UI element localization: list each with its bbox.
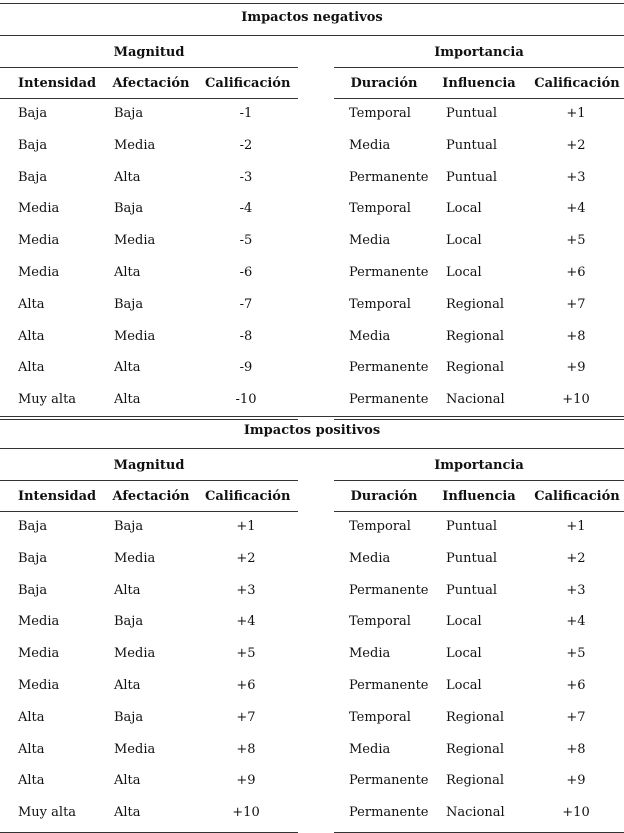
negativos-row-4-duracion: Temporal (349, 201, 411, 217)
negativos-row-8-calificacion-importancia: +8 (566, 328, 586, 344)
negativos-row-4-calificacion-magnitud: -4 (239, 201, 253, 217)
negativos-row-3-calificacion-magnitud: -3 (239, 169, 253, 185)
positivos-row-9-intensidad: Alta (18, 773, 45, 789)
positivos-row-7-intensidad: Alta (18, 709, 45, 725)
positivos-row-6-duracion: Permanente (349, 678, 429, 693)
positivos-row-7-duracion: Temporal (349, 709, 411, 725)
negativos-row-5-calificacion-importancia: +5 (566, 233, 586, 249)
negativos-row-8-afectacion: Media (114, 328, 156, 344)
positivos-row-3-duracion: Permanente (349, 582, 429, 598)
positivos-row-3-calificacion-magnitud: +3 (236, 582, 256, 598)
positivos-row-4-calificacion-magnitud: +4 (236, 614, 256, 630)
negativos-row-8-duracion: Media (349, 328, 391, 344)
positivos-row-9-calificacion-magnitud: +9 (236, 773, 256, 789)
positivos-col-header-calificacion-magnitud: Calificación (205, 489, 291, 504)
negativos-row-2-intensidad: Baja (18, 137, 48, 153)
positivos-row-10-intensidad: Muy alta (18, 805, 77, 821)
negativos-row-2-influencia: Puntual (446, 137, 497, 153)
negativos-row-7-calificacion-magnitud: -7 (239, 296, 253, 312)
positivos-title: Impactos positivos (243, 423, 381, 438)
positivos-row-8-duracion: Media (349, 741, 391, 757)
positivos-col-header-intensidad: Intensidad (18, 489, 97, 504)
negativos-col-header-duracion: Duración (350, 76, 418, 91)
negativos-row-3-influencia: Puntual (446, 169, 497, 185)
positivos-row-9-duracion: Permanente (349, 773, 429, 789)
positivos-row-5-intensidad: Media (18, 646, 60, 662)
positivos-importancia-rule (334, 480, 624, 481)
positivos-importancia-header: Importancia (434, 458, 524, 473)
negativos-row-4-intensidad: Media (18, 201, 60, 217)
positivos-col-header-influencia: Influencia (442, 489, 516, 504)
positivos-row-7-calificacion-magnitud: +7 (236, 709, 256, 725)
positivos-row-1-influencia: Puntual (446, 519, 497, 534)
positivos-row-1-calificacion-magnitud: +1 (236, 519, 256, 534)
positivos-row-7-influencia: Regional (446, 709, 505, 725)
negativos-row-8-influencia: Regional (446, 328, 505, 344)
positivos-row-4-afectacion: Baja (114, 614, 144, 630)
negativos-row-9-intensidad: Alta (18, 360, 45, 376)
negativos-row-1-afectacion: Baja (114, 106, 144, 121)
positivos-row-4-calificacion-importancia: +4 (566, 614, 586, 630)
positivos-row-5-afectacion: Media (114, 646, 156, 662)
negativos-header-rule-right (334, 98, 624, 99)
positivos-row-8-influencia: Regional (446, 741, 505, 757)
positivos-row-10-calificacion-importancia: +10 (562, 805, 590, 821)
negativos-bottom-rule-left (0, 419, 298, 420)
negativos-row-5-calificacion-magnitud: -5 (239, 233, 253, 249)
positivos-row-1-calificacion-importancia: +1 (566, 519, 586, 534)
negativos-row-4-influencia: Local (446, 201, 482, 217)
negativos-row-7-afectacion: Baja (114, 296, 144, 312)
positivos-row-6-influencia: Local (446, 678, 482, 693)
positivos-row-5-influencia: Local (446, 646, 482, 662)
negativos-row-2-calificacion-magnitud: -2 (239, 137, 253, 153)
positivos-row-6-calificacion-importancia: +6 (566, 678, 586, 693)
positivos-row-6-afectacion: Alta (114, 678, 141, 693)
negativos-row-7-duracion: Temporal (349, 296, 411, 312)
negativos-row-9-calificacion-magnitud: -9 (239, 360, 253, 376)
negativos-row-1-calificacion-importancia: +1 (566, 106, 586, 121)
positivos-row-9-calificacion-importancia: +9 (566, 773, 586, 789)
positivos-row-2-duracion: Media (349, 550, 391, 566)
negativos-row-5-duracion: Media (349, 233, 391, 249)
negativos-row-7-intensidad: Alta (18, 296, 45, 312)
negativos-row-6-influencia: Local (446, 265, 482, 280)
negativos-magnitud-rule (0, 67, 298, 68)
negativos-top-rule (0, 3, 624, 4)
negativos-importancia-rule (334, 67, 624, 68)
positivos-row-3-afectacion: Alta (114, 582, 141, 598)
positivos-row-7-calificacion-importancia: +7 (566, 709, 586, 725)
positivos-row-10-calificacion-magnitud: +10 (232, 805, 260, 821)
negativos-row-10-influencia: Nacional (446, 392, 505, 408)
negativos-row-6-calificacion-importancia: +6 (566, 265, 586, 280)
positivos-row-5-calificacion-magnitud: +5 (236, 646, 256, 662)
negativos-row-7-influencia: Regional (446, 296, 505, 312)
negativos-row-1-duracion: Temporal (349, 106, 411, 121)
positivos-row-8-afectacion: Media (114, 741, 156, 757)
negativos-row-10-duracion: Permanente (349, 392, 429, 408)
positivos-row-3-calificacion-importancia: +3 (566, 582, 586, 598)
negativos-row-2-afectacion: Media (114, 137, 156, 153)
positivos-col-header-afectacion: Afectación (112, 489, 190, 504)
negativos-row-1-calificacion-magnitud: -1 (239, 106, 253, 121)
negativos-col-header-influencia: Influencia (442, 76, 516, 91)
positivos-row-9-afectacion: Alta (114, 773, 141, 789)
negativos-row-2-duracion: Media (349, 137, 391, 153)
negativos-title-rule (0, 35, 624, 36)
negativos-row-1-influencia: Puntual (446, 106, 497, 121)
positivos-row-2-intensidad: Baja (18, 550, 48, 566)
negativos-row-3-duracion: Permanente (349, 169, 429, 185)
negativos-col-header-afectacion: Afectación (112, 76, 190, 91)
positivos-row-4-influencia: Local (446, 614, 482, 630)
negativos-magnitud-header: Magnitud (113, 45, 185, 60)
negativos-row-7-calificacion-importancia: +7 (566, 296, 586, 312)
positivos-row-2-calificacion-magnitud: +2 (236, 550, 256, 566)
negativos-col-header-calificacion-magnitud: Calificación (205, 76, 291, 91)
negativos-row-6-intensidad: Media (18, 265, 60, 280)
positivos-row-2-afectacion: Media (114, 550, 156, 566)
negativos-row-6-afectacion: Alta (114, 265, 141, 280)
positivos-row-1-duracion: Temporal (349, 519, 411, 534)
negativos-col-header-intensidad: Intensidad (18, 76, 97, 91)
negativos-row-9-afectacion: Alta (114, 360, 141, 376)
negativos-row-10-calificacion-magnitud: -10 (235, 392, 257, 408)
negativos-row-10-afectacion: Alta (114, 392, 141, 408)
positivos-title-rule (0, 448, 624, 449)
negativos-row-10-calificacion-importancia: +10 (562, 392, 590, 408)
negativos-row-9-calificacion-importancia: +9 (566, 360, 586, 376)
negativos-bottom-rule-right (334, 419, 624, 420)
negativos-row-9-influencia: Regional (446, 360, 505, 376)
negativos-row-4-calificacion-importancia: +4 (566, 201, 586, 217)
positivos-header-rule-right (334, 511, 624, 512)
negativos-row-6-duracion: Permanente (349, 265, 429, 280)
positivos-magnitud-header: Magnitud (113, 458, 185, 473)
negativos-importancia-header: Importancia (434, 45, 524, 60)
negativos-row-3-afectacion: Alta (114, 169, 141, 185)
positivos-row-3-intensidad: Baja (18, 582, 48, 598)
negativos-header-rule-left (0, 98, 298, 99)
negativos-row-5-influencia: Local (446, 233, 482, 249)
positivos-row-8-calificacion-magnitud: +8 (236, 741, 256, 757)
positivos-row-10-duracion: Permanente (349, 805, 429, 821)
negativos-row-4-afectacion: Baja (114, 201, 144, 217)
negativos-row-5-afectacion: Media (114, 233, 156, 249)
positivos-col-header-calificacion-importancia: Calificación (534, 489, 620, 504)
negativos-row-2-calificacion-importancia: +2 (566, 137, 586, 153)
negativos-row-6-calificacion-magnitud: -6 (239, 265, 253, 280)
negativos-row-5-intensidad: Media (18, 233, 60, 249)
negativos-col-header-calificacion-importancia: Calificación (534, 76, 620, 91)
positivos-row-5-duracion: Media (349, 646, 391, 662)
positivos-header-rule-left (0, 511, 298, 512)
positivos-row-1-afectacion: Baja (114, 519, 144, 534)
positivos-row-6-intensidad: Media (18, 678, 60, 693)
positivos-row-4-duracion: Temporal (349, 614, 411, 630)
positivos-row-10-afectacion: Alta (114, 805, 141, 821)
negativos-row-8-calificacion-magnitud: -8 (239, 328, 253, 344)
positivos-row-10-influencia: Nacional (446, 805, 505, 821)
positivos-row-7-afectacion: Baja (114, 709, 144, 725)
negativos-row-3-intensidad: Baja (18, 169, 48, 185)
positivos-row-8-intensidad: Alta (18, 741, 45, 757)
positivos-row-3-influencia: Puntual (446, 582, 497, 598)
negativos-row-3-calificacion-importancia: +3 (566, 169, 586, 185)
negativos-row-9-duracion: Permanente (349, 360, 429, 376)
positivos-row-8-calificacion-importancia: +8 (566, 741, 586, 757)
positivos-row-2-calificacion-importancia: +2 (566, 550, 586, 566)
positivos-row-4-intensidad: Media (18, 614, 60, 630)
positivos-top-rule (0, 416, 624, 417)
positivos-magnitud-rule (0, 480, 298, 481)
positivos-col-header-duracion: Duración (350, 489, 418, 504)
negativos-row-8-intensidad: Alta (18, 328, 45, 344)
positivos-row-2-influencia: Puntual (446, 550, 497, 566)
positivos-row-1-intensidad: Baja (18, 519, 48, 534)
positivos-row-5-calificacion-importancia: +5 (566, 646, 586, 662)
negativos-title: Impactos negativos (241, 10, 383, 25)
negativos-row-1-intensidad: Baja (18, 106, 48, 121)
positivos-row-6-calificacion-magnitud: +6 (236, 678, 256, 693)
negativos-row-10-intensidad: Muy alta (18, 392, 77, 408)
positivos-row-9-influencia: Regional (446, 773, 505, 789)
